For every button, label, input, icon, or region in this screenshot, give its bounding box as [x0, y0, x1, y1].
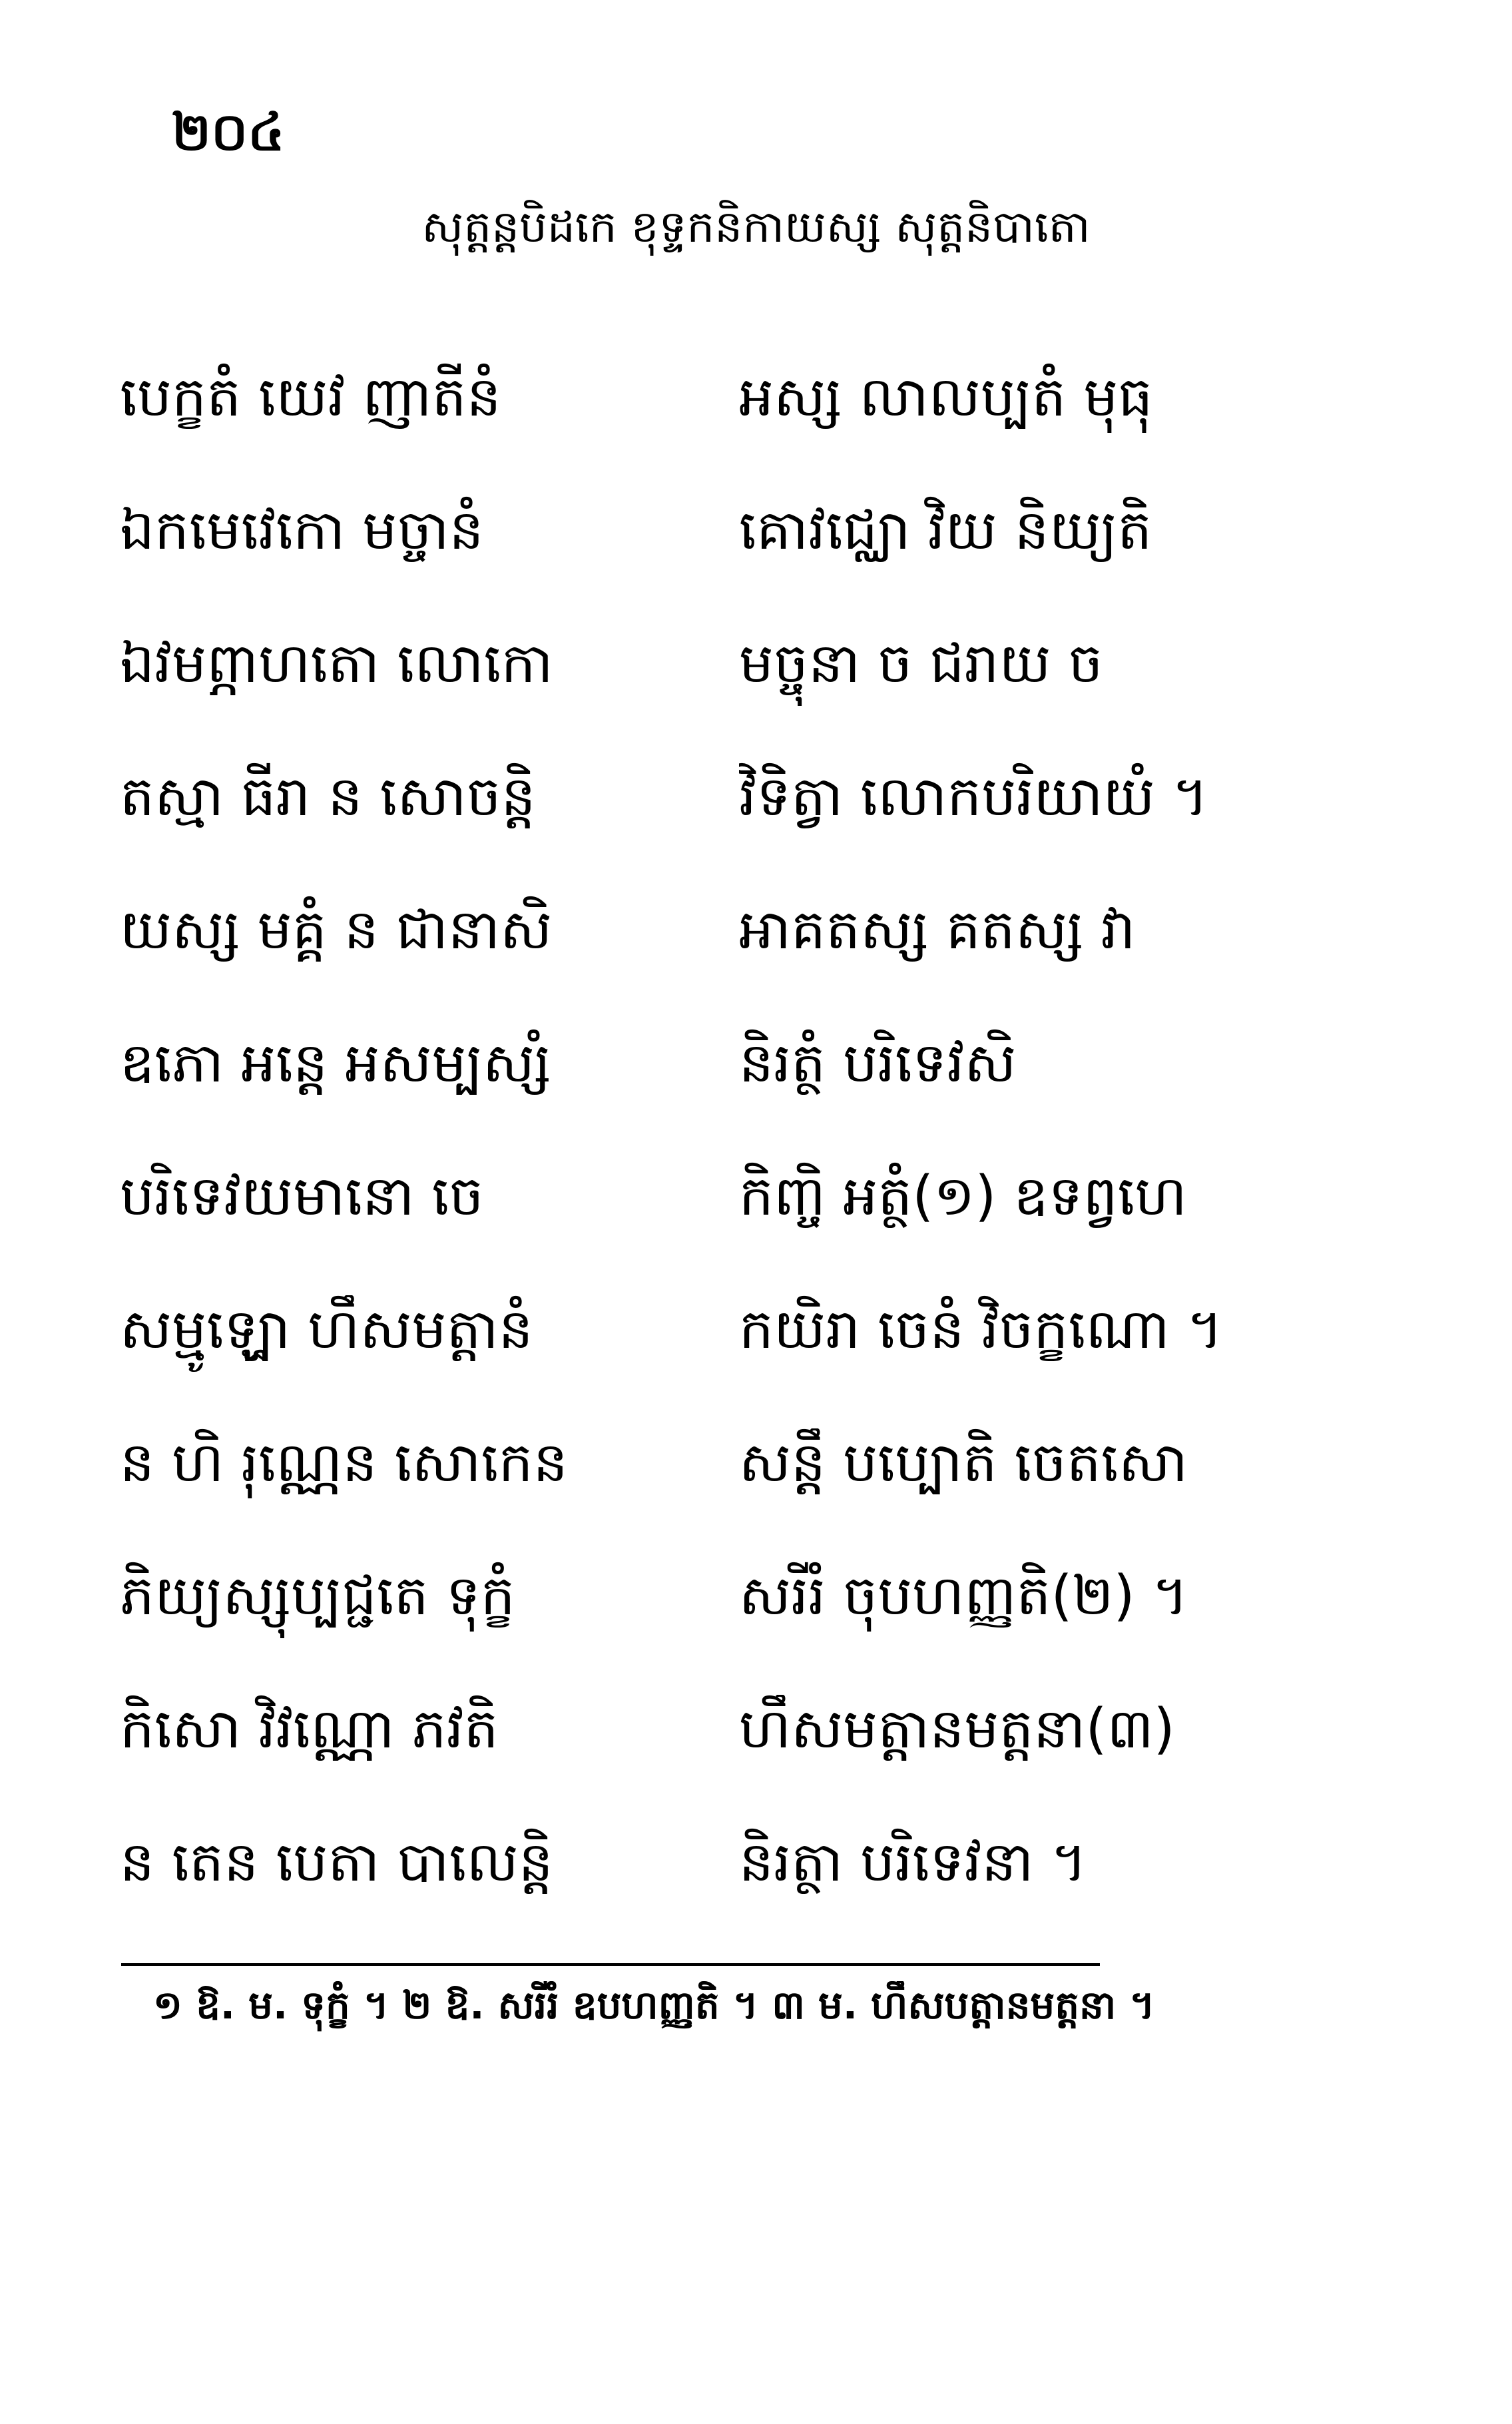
verse-line — [120, 1402, 1332, 1535]
verse-line — [120, 736, 1332, 869]
verse-second-half: មច្ចុនា ច ជរាយ ច — [739, 632, 1103, 695]
verse-second-half: ហឹសមត្តានមត្តនា(៣) — [739, 1697, 1175, 1761]
verse-line — [120, 336, 1332, 469]
running-header: សុត្តន្តបិដកេ ខុទ្ទកនិកាយស្ស សុត្តនិបាតោ — [421, 201, 1091, 252]
footnotes: ១ ឱ. ម. ទុក្ខំ ។ ២ ឱ. សរីរំ ឧបហញ្ញតិ ។ ៣ ម. ហឹសបត្តានមត្តនា ។ — [153, 1982, 1155, 2028]
page-number: ២០៤ — [172, 103, 285, 162]
verse-second-half: សន្តឹ បប្បោតិ ចេតសោ — [739, 1431, 1188, 1494]
verse-second-half: សរីរំ ចុបហញ្ញតិ(២) ។ — [739, 1564, 1188, 1628]
verse-line — [120, 1135, 1332, 1269]
verse-second-half: វិទិត្វា លោកបរិយាយំ ។ — [739, 765, 1208, 828]
verse-first-half: ន ហិ រុណ្ណេន សោកេន — [120, 1431, 568, 1494]
verse-first-half: បរិទេវយមានោ ចេ — [120, 1165, 484, 1228]
verse-first-half: ឯវមព្ភាហតោ លោកោ — [120, 632, 553, 695]
verse-first-half: សម្មូឡ្ហោ ហឹសមត្តានំ — [120, 1298, 533, 1361]
verse-first-half: តស្មា ធីរា ន សោចន្តិ — [120, 765, 536, 828]
verse-line — [120, 1002, 1332, 1135]
verse-second-half: កយិរា ចេនំ វិចក្ខណោ ។ — [739, 1298, 1223, 1361]
verse-second-half: អស្ស លាលប្បតំ មុធុ — [739, 366, 1153, 429]
verse-first-half: ន តេន បេតា បាលេន្តិ — [120, 1831, 553, 1894]
verse-line — [120, 869, 1332, 1002]
verse-first-half: បេក្ខតំ យេវ ញាតីនំ — [120, 366, 501, 429]
verse-line — [120, 469, 1332, 603]
verse-second-half: និរត្ថំ បរិទេវសិ — [739, 1032, 1017, 1095]
verse-first-half: កិសោ វិវណ្ណោ ភវតិ — [120, 1697, 499, 1761]
verse-second-half: កិញ្ចិ អត្ថំ(១) ឧទព្វហេ — [739, 1165, 1187, 1228]
verse-line — [120, 1668, 1332, 1801]
footnote-divider — [121, 1963, 1100, 1966]
verse-second-half: និរត្ថា បរិទេវនា ។ — [739, 1831, 1087, 1894]
verse-line — [120, 1801, 1332, 1935]
verse-second-half: អាគតស្ស គតស្ស វា — [739, 898, 1136, 962]
verse-line — [120, 1269, 1332, 1402]
verse-block — [120, 336, 1332, 1935]
verse-line — [120, 1535, 1332, 1668]
verse-first-half: ឧភោ អន្តេ អសម្បស្សំ — [120, 1032, 551, 1095]
verse-second-half: គោវជ្ឈោ វិយ និយ្យតិ — [739, 499, 1152, 562]
verse-line — [120, 603, 1332, 736]
verse-first-half: ឯកមេវេកោ មច្ចានំ — [120, 499, 484, 562]
verse-first-half: ភិយ្យស្សុប្បជ្ជតេ ទុក្ខំ — [120, 1564, 515, 1628]
verse-first-half: យស្ស មគ្គំ ន ជានាសិ — [120, 898, 553, 962]
